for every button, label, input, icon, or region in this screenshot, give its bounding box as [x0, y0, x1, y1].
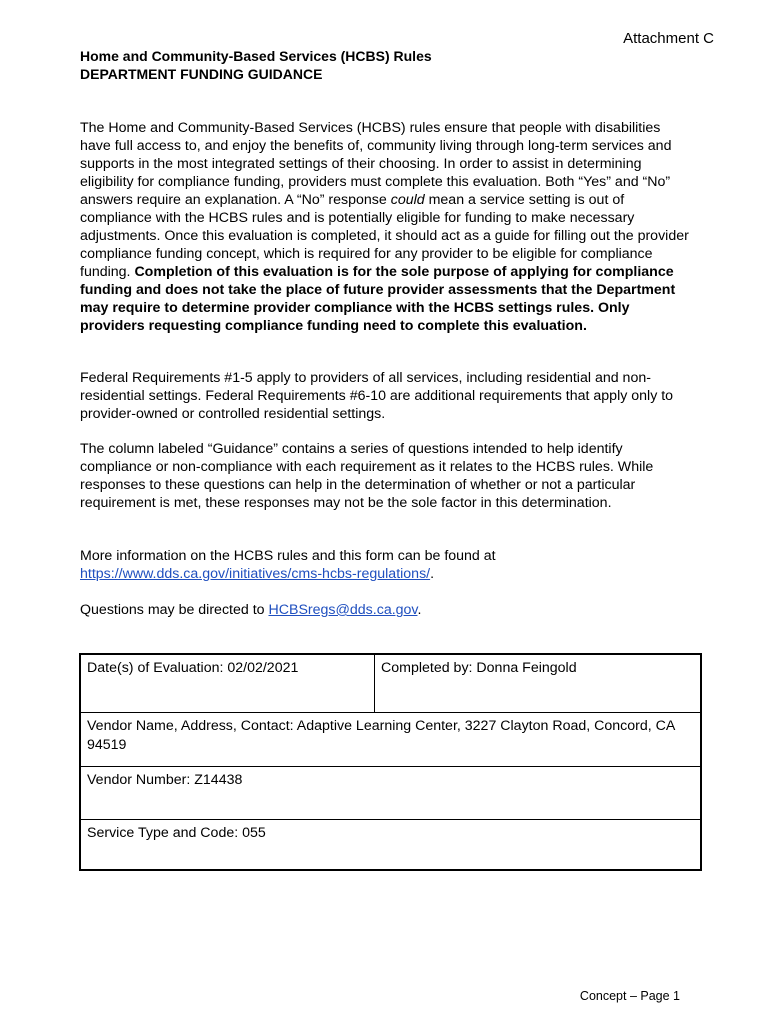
intro-text-bold: Completion of this evaluation is for the sole purpose of applying for compliance funding and does not take the place of future provider assessments that the Department may require to determine provider compliance with the HCBS settings rules. Only providers requesting compliance funding need to complete this evaluation.: [80, 264, 676, 334]
evaluation-info-table: [79, 653, 702, 871]
questions-prefix: Questions may be directed to: [80, 602, 269, 618]
questions-suffix: .: [417, 602, 422, 618]
federal-requirements-paragraph: Federal Requirements #1-5 apply to providers of all services, including residential and non-residential settings. Federal Requirements #6-10 are additional requirements that apply only to provider-owned or controlled residential settings.: [80, 370, 674, 422]
table-row: [81, 767, 700, 820]
questions-paragraph: [80, 601, 695, 619]
date-of-evaluation-field[interactable]: Date(s) of Evaluation: 02/02/2021: [81, 655, 375, 712]
intro-text-b: mean a service setting is out of compliance with the HCBS rules and is potentially eligible for funding to make necessary adjustments. Once this evaluation is completed, it should act as a guide for filling out the provider compliance funding concept, which is required for any provider to be eligible for compliance funding.: [80, 192, 689, 280]
header-subtitle: DEPARTMENT FUNDING GUIDANCE: [80, 66, 323, 82]
table-row: [81, 713, 700, 767]
header-title: Home and Community-Based Services (HCBS) Rules: [80, 48, 432, 64]
table-row: [81, 655, 700, 713]
hcbs-regulations-link[interactable]: https://www.dds.ca.gov/initiatives/cms-hcbs-regulations/: [80, 566, 431, 582]
table-row: [81, 820, 700, 871]
completed-by-field[interactable]: Completed by: Donna Feingold: [381, 660, 577, 676]
document-header: [80, 47, 432, 83]
intro-text-a: The Home and Community-Based Services (HCBS) rules ensure that people with disabilities have full access to, and enjoy the benefits of, community living through long-term services and supports in the most integrated settings of their choosing. In order to assist in determining eligibility for compliance funding, providers must complete this evaluation. Both “Yes” and “No” answers require an explanation. A “No” response: [80, 120, 672, 208]
intro-text-italic: could: [390, 192, 425, 208]
more-info-suffix: .: [430, 566, 435, 582]
service-type-field[interactable]: Service Type and Code: 055: [87, 825, 266, 841]
vendor-number-field[interactable]: Vendor Number: Z14438: [87, 772, 243, 788]
page-footer: Concept – Page 1: [579, 989, 680, 1003]
more-info-paragraph: [80, 547, 695, 583]
vendor-info-field[interactable]: Vendor Name, Address, Contact: Adaptive Learning Center, 3227 Clayton Road, Concord, CA 94519: [87, 718, 675, 753]
guidance-paragraph: The column labeled “Guidance” contains a series of questions intended to help identify compliance or non-compliance with each requirement as it relates to the HCBS rules. While responses to these questions can help in the determination of whether or not a particular requirement is met, these responses may not be the sole factor in this determination.: [80, 441, 654, 511]
attachment-label: Attachment C: [623, 30, 714, 47]
intro-paragraph: [80, 119, 695, 335]
more-info-prefix: More information on the HCBS rules and this form can be found at: [80, 548, 496, 564]
contact-email-link[interactable]: HCBSregs@dds.ca.gov: [268, 602, 418, 618]
